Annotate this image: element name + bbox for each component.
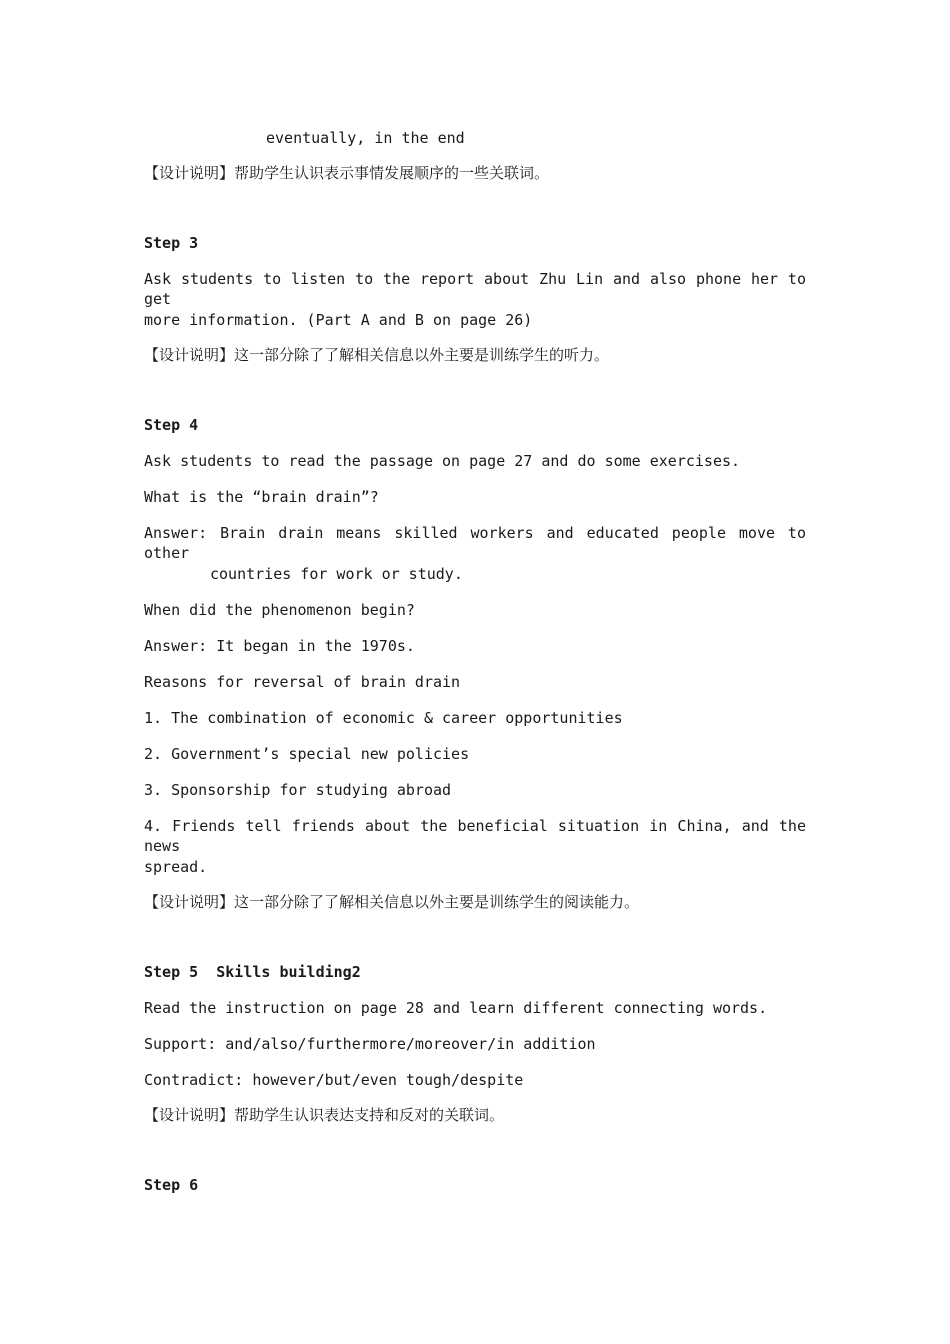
step4-answer1-line1: Answer: Brain drain means skilled workers and educated people move to other xyxy=(144,524,806,562)
note-text: 帮助学生认识表示事情发展顺序的一些关联词。 xyxy=(234,164,550,182)
step4-answer2: Answer: It began in the 1970s. xyxy=(144,637,415,655)
note-prefix: 【设计说明】 xyxy=(144,346,235,364)
step4-intro: Ask students to read the passage on page 27 and do some exercises. xyxy=(144,452,741,470)
note-prefix: 【设计说明】 xyxy=(144,164,235,182)
reason-item: 1. The combination of economic & career opportunities xyxy=(144,709,623,727)
step5-heading: Step 5 Skills building2 xyxy=(144,963,361,981)
step4-question1: What is the “brain drain”? xyxy=(144,488,379,506)
step5-contradict: Contradict: however/but/even tough/despite xyxy=(144,1071,524,1089)
step4-heading: Step 4 xyxy=(144,416,199,434)
note-text: 这一部分除了了解相关信息以外主要是训练学生的听力。 xyxy=(234,346,610,364)
design-note-step4 xyxy=(144,892,639,912)
design-note-step5 xyxy=(144,1105,504,1125)
continuation-line: eventually, in the end xyxy=(266,129,465,147)
note-prefix: 【设计说明】 xyxy=(144,1106,235,1124)
step4-answer1-line2: countries for work or study. xyxy=(210,565,463,583)
note-text: 这一部分除了了解相关信息以外主要是训练学生的阅读能力。 xyxy=(234,893,640,911)
note-text: 帮助学生认识表达支持和反对的关联词。 xyxy=(234,1106,505,1124)
design-note-step3 xyxy=(144,345,609,365)
reason-item: 2. Government’s special new policies xyxy=(144,745,470,763)
step4-question2: When did the phenomenon begin? xyxy=(144,601,415,619)
design-note-step2 xyxy=(144,163,549,183)
reasons-title: Reasons for reversal of brain drain xyxy=(144,673,461,691)
step3-heading: Step 3 xyxy=(144,234,199,252)
reason-item-continuation: spread. xyxy=(144,858,208,876)
reason-item: 3. Sponsorship for studying abroad xyxy=(144,781,452,799)
step5-intro: Read the instruction on page 28 and learn different connecting words. xyxy=(144,999,768,1017)
note-prefix: 【设计说明】 xyxy=(144,893,235,911)
reason-item: 4. Friends tell friends about the beneficial situation in China, and the news xyxy=(144,817,806,855)
step3-paragraph-line1: Ask students to listen to the report about Zhu Lin and also phone her to get xyxy=(144,270,806,308)
step3-paragraph-line2: more information. (Part A and B on page 26) xyxy=(144,311,533,329)
step6-heading: Step 6 xyxy=(144,1176,199,1194)
step5-support: Support: and/also/furthermore/moreover/in addition xyxy=(144,1035,596,1053)
